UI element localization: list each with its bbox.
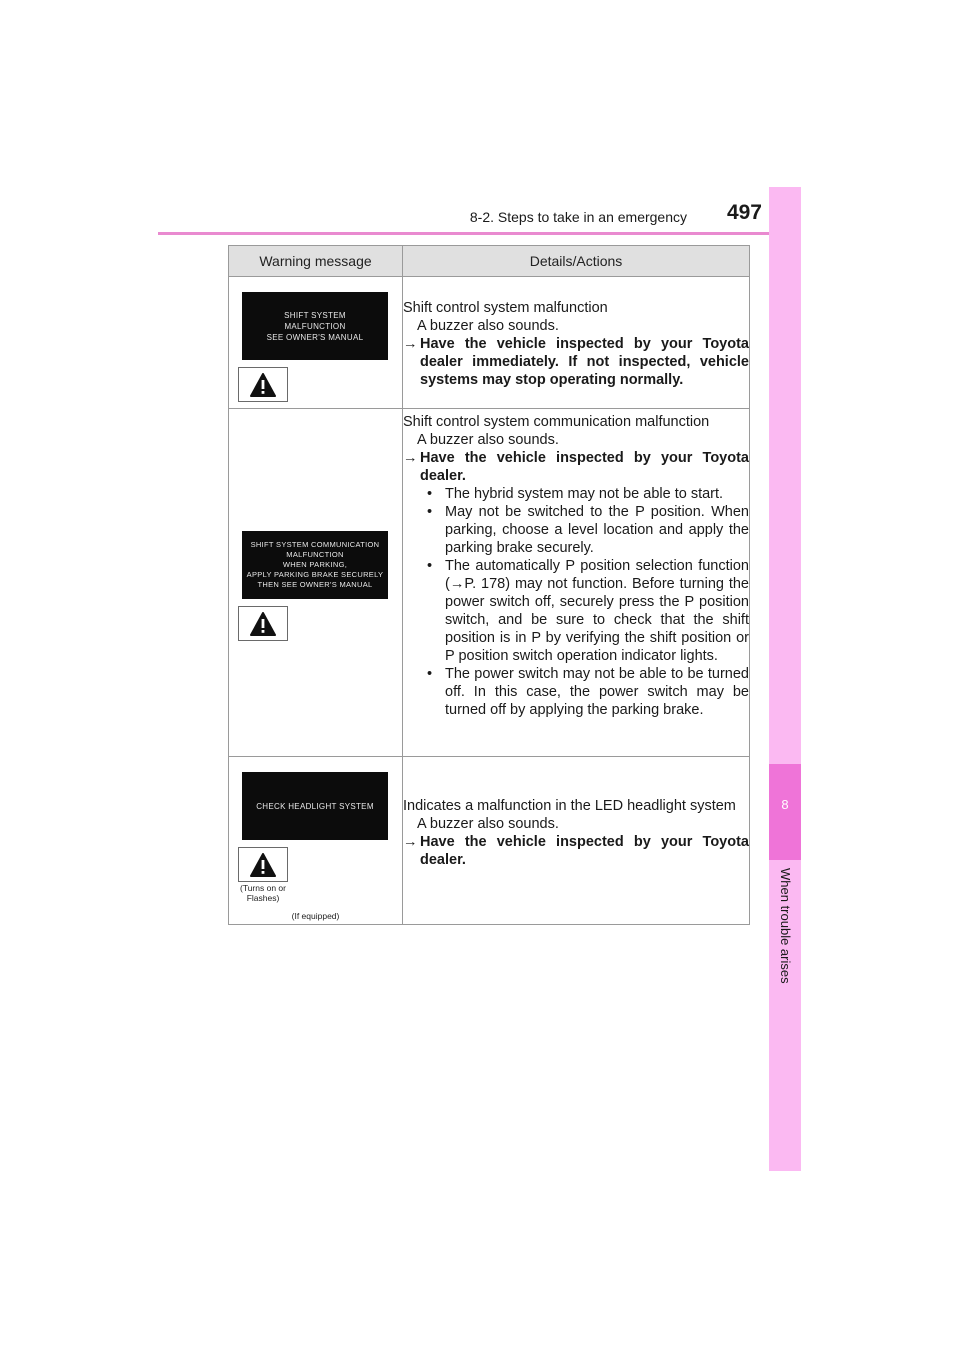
bullet-text: The power switch may not be able to be turned off. In this case, the power switch may be turned off by applying the parking brake. — [445, 666, 749, 718]
table-row — [229, 757, 750, 925]
action-line — [403, 833, 749, 869]
col-header-details: Details/Actions — [403, 246, 750, 277]
buzzer-note: A buzzer also sounds. — [417, 318, 559, 334]
details-cell — [403, 277, 750, 409]
bullet-glyph: • — [427, 666, 433, 682]
bullet-item — [403, 503, 749, 557]
display-screen-image — [242, 292, 388, 360]
warning-triangle-icon — [238, 367, 288, 402]
chapter-title-wrap — [769, 868, 801, 1000]
arrow-glyph: → — [403, 336, 418, 352]
screen-line: APPLY PARKING BRAKE SECURELY — [246, 570, 384, 579]
buzzer-note: A buzzer also sounds. — [417, 816, 559, 832]
table-header-row — [229, 246, 750, 277]
malfunction-title: Indicates a malfunction in the LED headlight system — [403, 798, 736, 814]
bullet-text: May not be switched to the P position. When parking, choose a level location and apply the parking brake securely. — [445, 504, 749, 556]
action-text: Have the vehicle inspected by your Toyota dealer. — [420, 834, 749, 868]
equipped-note: (If equipped) — [291, 911, 340, 921]
warning-cell — [229, 757, 403, 925]
screen-line: SEE OWNER'S MANUAL — [266, 332, 364, 342]
buzzer-note: A buzzer also sounds. — [417, 432, 559, 448]
header-rule — [158, 232, 800, 235]
bullet-text: The automatically P position selection function (→P. 178) may not function. Before turning the power switch off, securely press the P position switch, and be sure to check that the shift position is in P by verifying the shift position or P position switch operation indicator lights. — [445, 558, 749, 664]
action-line — [403, 449, 749, 485]
bullet-item — [403, 557, 749, 665]
warning-cell — [229, 277, 403, 409]
screen-line: CHECK HEADLIGHT SYSTEM — [256, 801, 374, 811]
bullet-glyph: • — [427, 486, 433, 502]
chapter-number: 8 — [781, 797, 789, 812]
action-text: Have the vehicle inspected by your Toyota dealer immediately. If not inspected, vehicle systems may stop operating normally. — [420, 336, 749, 388]
details-cell — [403, 757, 750, 925]
screen-line: MALFUNCTION — [286, 550, 344, 559]
screen-line: WHEN PARKING, — [282, 560, 348, 569]
bullet-item — [403, 485, 749, 503]
chapter-side-tab — [769, 187, 801, 1171]
arrow-glyph: → — [403, 450, 418, 466]
action-text: Have the vehicle inspected by your Toyota dealer. — [420, 450, 749, 484]
arrow-glyph: → — [403, 834, 418, 850]
malfunction-title: Shift control system communication malfunction — [403, 414, 710, 430]
page-number: 497 — [726, 201, 762, 224]
warning-table — [228, 245, 750, 925]
details-cell — [403, 409, 750, 757]
screen-line: THEN SEE OWNER'S MANUAL — [257, 580, 373, 589]
section-title: 8-2. Steps to take in an emergency — [469, 209, 687, 225]
bullet-glyph: • — [427, 504, 433, 520]
table-row — [229, 409, 750, 757]
icon-state-note: (Turns on or Flashes) — [240, 883, 286, 903]
table-row — [229, 277, 750, 409]
action-line — [403, 335, 749, 389]
screen-line: SHIFT SYSTEM COMMUNICATION — [250, 540, 380, 549]
chapter-title: When trouble arises — [778, 868, 793, 984]
warning-triangle-icon — [238, 606, 288, 641]
screen-line: SHIFT SYSTEM — [284, 310, 346, 320]
display-screen-image — [242, 772, 388, 840]
col-header-warning: Warning message — [229, 246, 403, 277]
bullet-text: The hybrid system may not be able to start. — [445, 486, 724, 502]
screen-line: MALFUNCTION — [284, 321, 346, 331]
display-screen-image — [242, 531, 388, 599]
bullet-glyph: • — [427, 558, 433, 574]
warning-cell — [229, 409, 403, 757]
bullet-item — [403, 665, 749, 719]
malfunction-title: Shift control system malfunction — [403, 300, 608, 316]
warning-triangle-icon — [238, 847, 288, 882]
chapter-number-box — [769, 764, 801, 860]
